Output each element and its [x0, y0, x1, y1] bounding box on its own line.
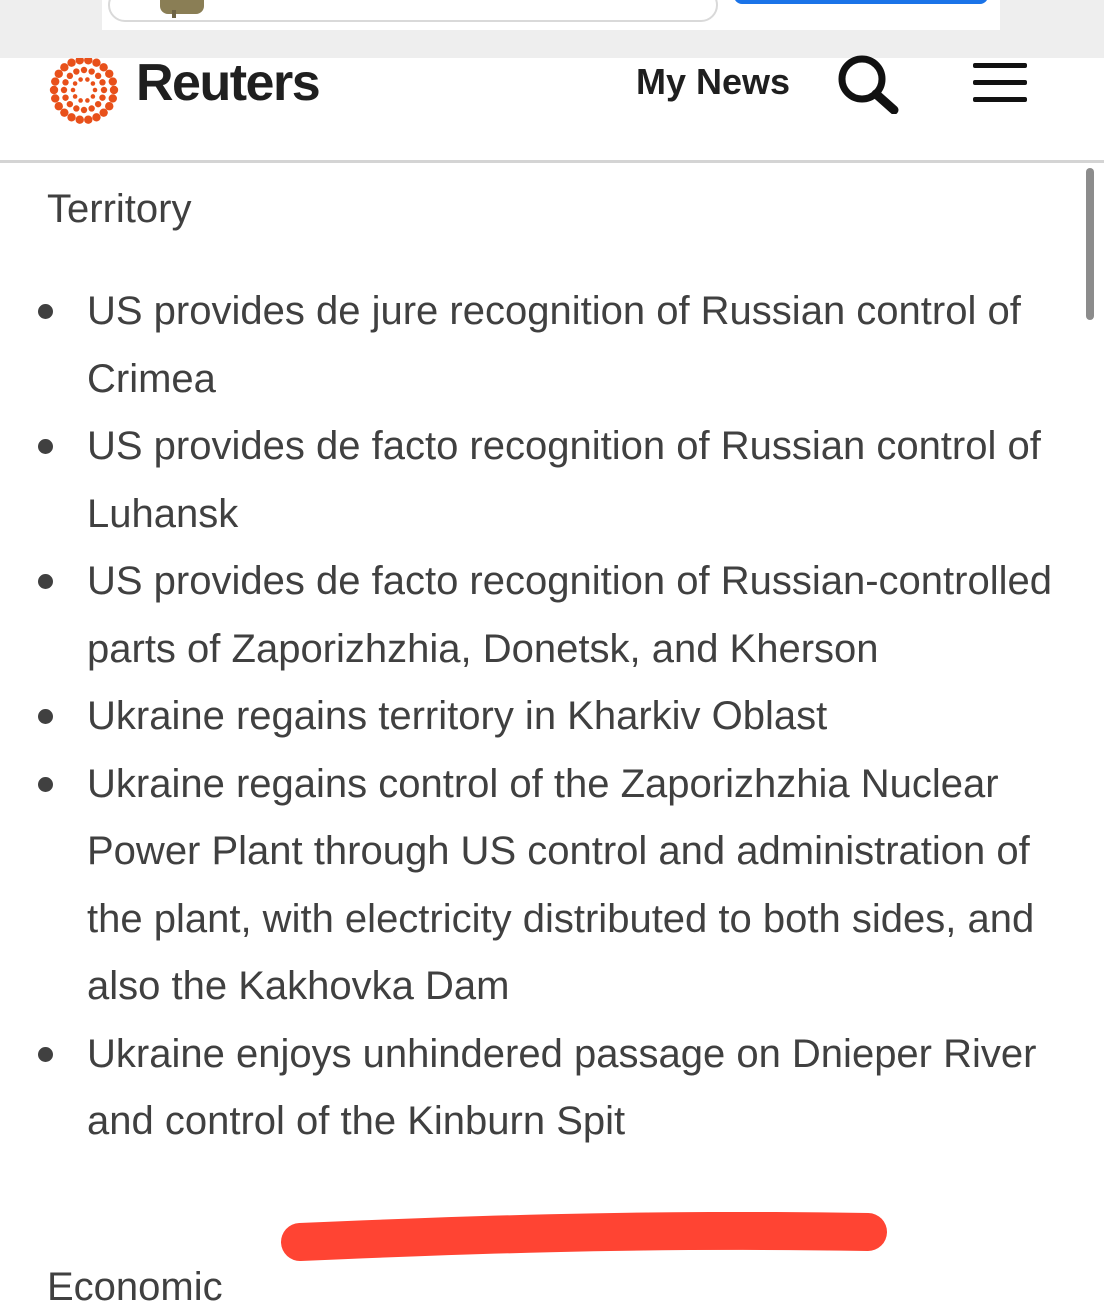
- reuters-logo-icon[interactable]: [44, 58, 130, 124]
- logo-dot: [84, 58, 92, 65]
- logo-dot: [95, 73, 101, 79]
- list-item: [0, 278, 1067, 413]
- ad-thumbnail-image: [160, 0, 204, 14]
- ad-action-button[interactable]: [734, 0, 988, 4]
- section-heading-territory: Territory: [47, 187, 192, 231]
- logo-dot: [67, 59, 75, 67]
- logo-dot: [99, 79, 105, 85]
- list-item: [0, 548, 1067, 683]
- search-icon[interactable]: [834, 54, 900, 114]
- list-item-text: Ukraine enjoys unhindered passage on Dnieper River and control of the Kinburn Spit: [87, 1031, 1037, 1143]
- list-item-text: Ukraine regains territory in Kharkiv Oblast: [87, 694, 828, 738]
- logo-dot: [55, 70, 63, 78]
- brand-logo-text[interactable]: Reuters: [136, 54, 320, 112]
- list-item: [0, 751, 1067, 1021]
- logo-dot: [99, 108, 107, 116]
- logo-dot: [81, 107, 87, 113]
- bullet-icon: [38, 304, 53, 319]
- logo-dot: [67, 73, 73, 79]
- logo-dot: [93, 88, 98, 93]
- section-heading-economic: Economic: [47, 1265, 223, 1309]
- logo-dot: [109, 77, 117, 85]
- bullet-icon: [38, 777, 53, 792]
- logo-dot: [105, 70, 113, 78]
- list-item-text: US provides de jure recognition of Russian control of Crimea: [87, 289, 1021, 401]
- logo-dot: [50, 86, 58, 94]
- logo-dot: [91, 94, 96, 99]
- hamburger-menu-icon[interactable]: [972, 60, 1028, 106]
- logo-dot: [62, 94, 68, 100]
- list-item: [0, 1021, 1067, 1156]
- territory-bullet-list: [0, 278, 1060, 1156]
- bullet-icon: [38, 574, 53, 589]
- logo-dot: [99, 94, 105, 100]
- my-news-link[interactable]: My News: [636, 61, 791, 102]
- bullet-icon: [38, 1047, 53, 1062]
- logo-dot: [60, 108, 68, 116]
- red-highlight-underline: [278, 1212, 890, 1264]
- logo-dot: [81, 67, 87, 73]
- list-item: [0, 413, 1067, 548]
- logo-dot: [84, 115, 92, 123]
- bullet-icon: [38, 439, 53, 454]
- logo-dot: [73, 81, 78, 86]
- logo-dot: [78, 98, 83, 103]
- list-item-text: US provides de facto recognition of Russian-controlled parts of Zaporizhzhia, Donetsk, and Kherson: [87, 559, 1052, 671]
- logo-dot: [62, 79, 68, 85]
- logo-dot: [99, 63, 107, 71]
- ad-banner-strip: [0, 0, 1104, 58]
- logo-dot: [109, 94, 117, 102]
- logo-dot: [60, 63, 68, 71]
- logo-dot: [55, 102, 63, 110]
- ad-thumbnail-detail: [172, 10, 176, 18]
- logo-dot: [51, 94, 59, 102]
- logo-dot: [92, 59, 100, 67]
- logo-dot: [73, 105, 79, 111]
- logo-dot: [85, 77, 90, 82]
- logo-dot: [76, 58, 84, 65]
- logo-dot: [92, 113, 100, 121]
- logo-dot: [71, 88, 76, 93]
- logo-dot: [88, 68, 94, 74]
- logo-dot: [67, 113, 75, 121]
- bullet-icon: [38, 709, 53, 724]
- logo-dot: [95, 101, 101, 107]
- list-item-text: Ukraine regains control of the Zaporizhzhia Nuclear Power Plant through US control and administration of the plant, with electricity distributed to both sides, and also the Kakhovka Dam: [87, 761, 1035, 1008]
- list-item: [0, 683, 1067, 751]
- logo-dot: [67, 101, 73, 107]
- logo-dot: [85, 98, 90, 103]
- logo-dot: [110, 86, 118, 94]
- list-item-text: US provides de facto recognition of Russian control of Luhansk: [87, 424, 1041, 536]
- logo-dot: [91, 81, 96, 86]
- logo-dot: [73, 68, 79, 74]
- logo-dot: [73, 94, 78, 99]
- logo-dot: [51, 77, 59, 85]
- logo-dot: [105, 102, 113, 110]
- logo-dot: [101, 87, 107, 93]
- logo-dot: [61, 87, 67, 93]
- logo-dot: [88, 105, 94, 111]
- logo-dot: [78, 77, 83, 82]
- logo-dot: [76, 115, 84, 123]
- scrollbar-thumb[interactable]: [1086, 168, 1094, 320]
